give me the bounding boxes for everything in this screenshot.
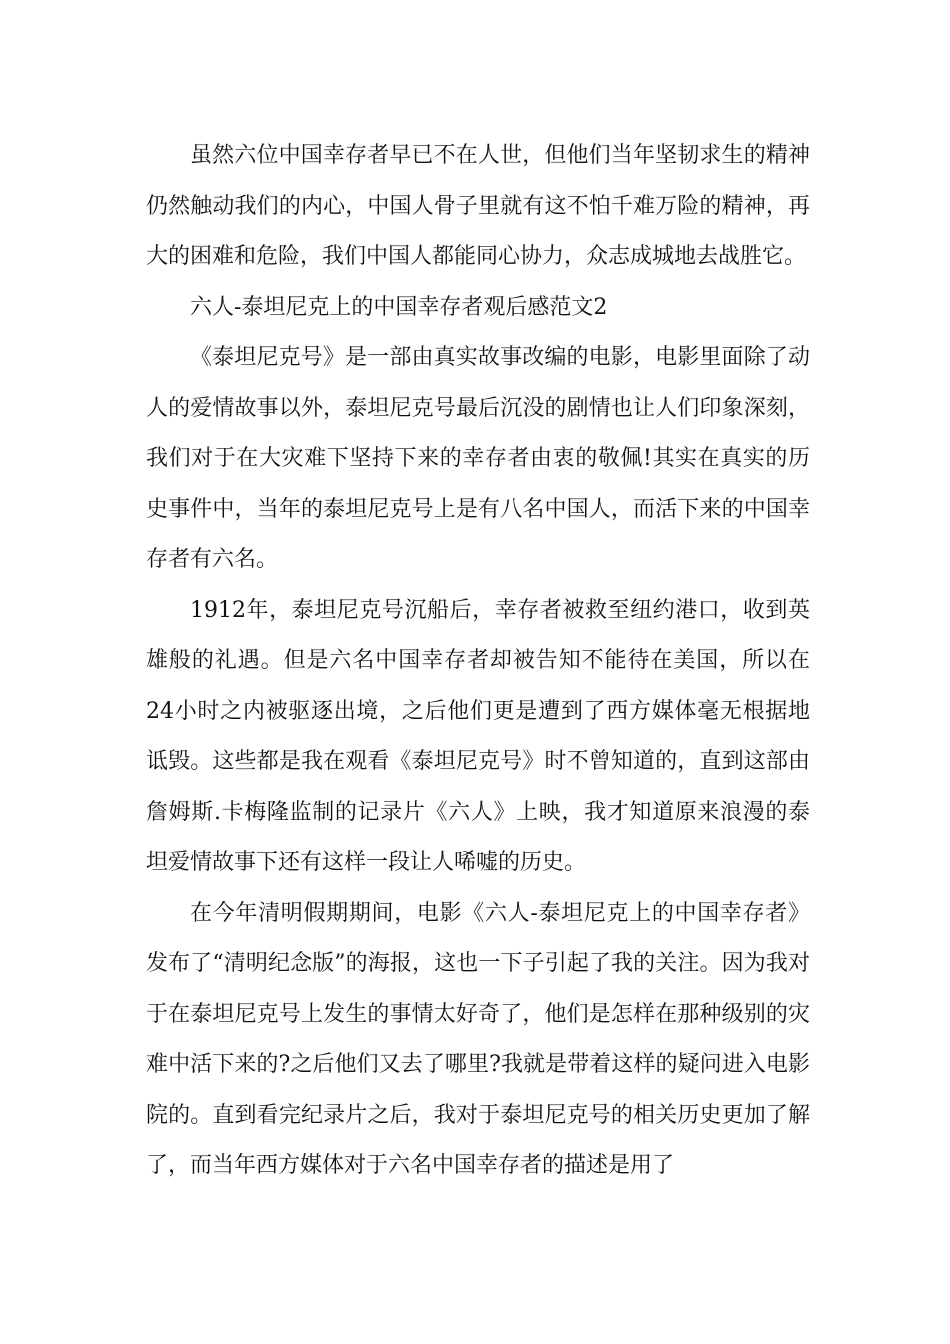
paragraph-1912-history: 1912年，泰坦尼克号沉船后，幸存者被救至纽约港口，收到英雄般的礼遇。但是六名中国幸存者却被告知不能待在美国，所以在24小时之内被驱逐出境，之后他们更是遭到了西方媒体毫无根据地诋毁。这些都是我在观看《泰坦尼克号》时不曾知道的，直到这部由詹姆斯.卡梅隆监制的记录片《六人》上映，我才知道原来浪漫的泰坦爱情故事下还有这样一段让人唏嘘的历史。 [146, 597, 810, 875]
document-body [146, 131, 810, 1192]
paragraph-qingming-poster: 在今年清明假期期间，电影《六人-泰坦尼克上的中国幸存者》发布了“清明纪念版”的海报，这也一下子引起了我的关注。因为我对于在泰坦尼克号上发生的事情太好奇了，他们是怎样在那种级别的灾难中活下来的?之后他们又去了哪里?我就是带着这样的疑问进入电影院的。直到看完纪录片之后，我对于泰坦尼克号的相关历史更加了解了，而当年西方媒体对于六名中国幸存者的描述是用了 [146, 900, 810, 1178]
paragraph-titanic-intro: 《泰坦尼克号》是一部由真实故事改编的电影，电影里面除了动人的爱情故事以外，泰坦尼克号最后沉没的剧情也让人们印象深刻，我们对于在大灾难下坚持下来的幸存者由衷的敬佩!其实在真实的历史事件中，当年的泰坦尼克号上是有八名中国人，而活下来的中国幸存者有六名。 [146, 345, 810, 572]
paragraph-survivors-spirit: 虽然六位中国幸存者早已不在人世，但他们当年坚韧求生的精神仍然触动我们的内心，中国人骨子里就有这不怕千难万险的精神，再大的困难和危险，我们中国人都能同心协力，众志成城地去战胜它。 [146, 143, 810, 269]
section-heading: 六人-泰坦尼克上的中国幸存者观后感范文2 [190, 294, 608, 320]
